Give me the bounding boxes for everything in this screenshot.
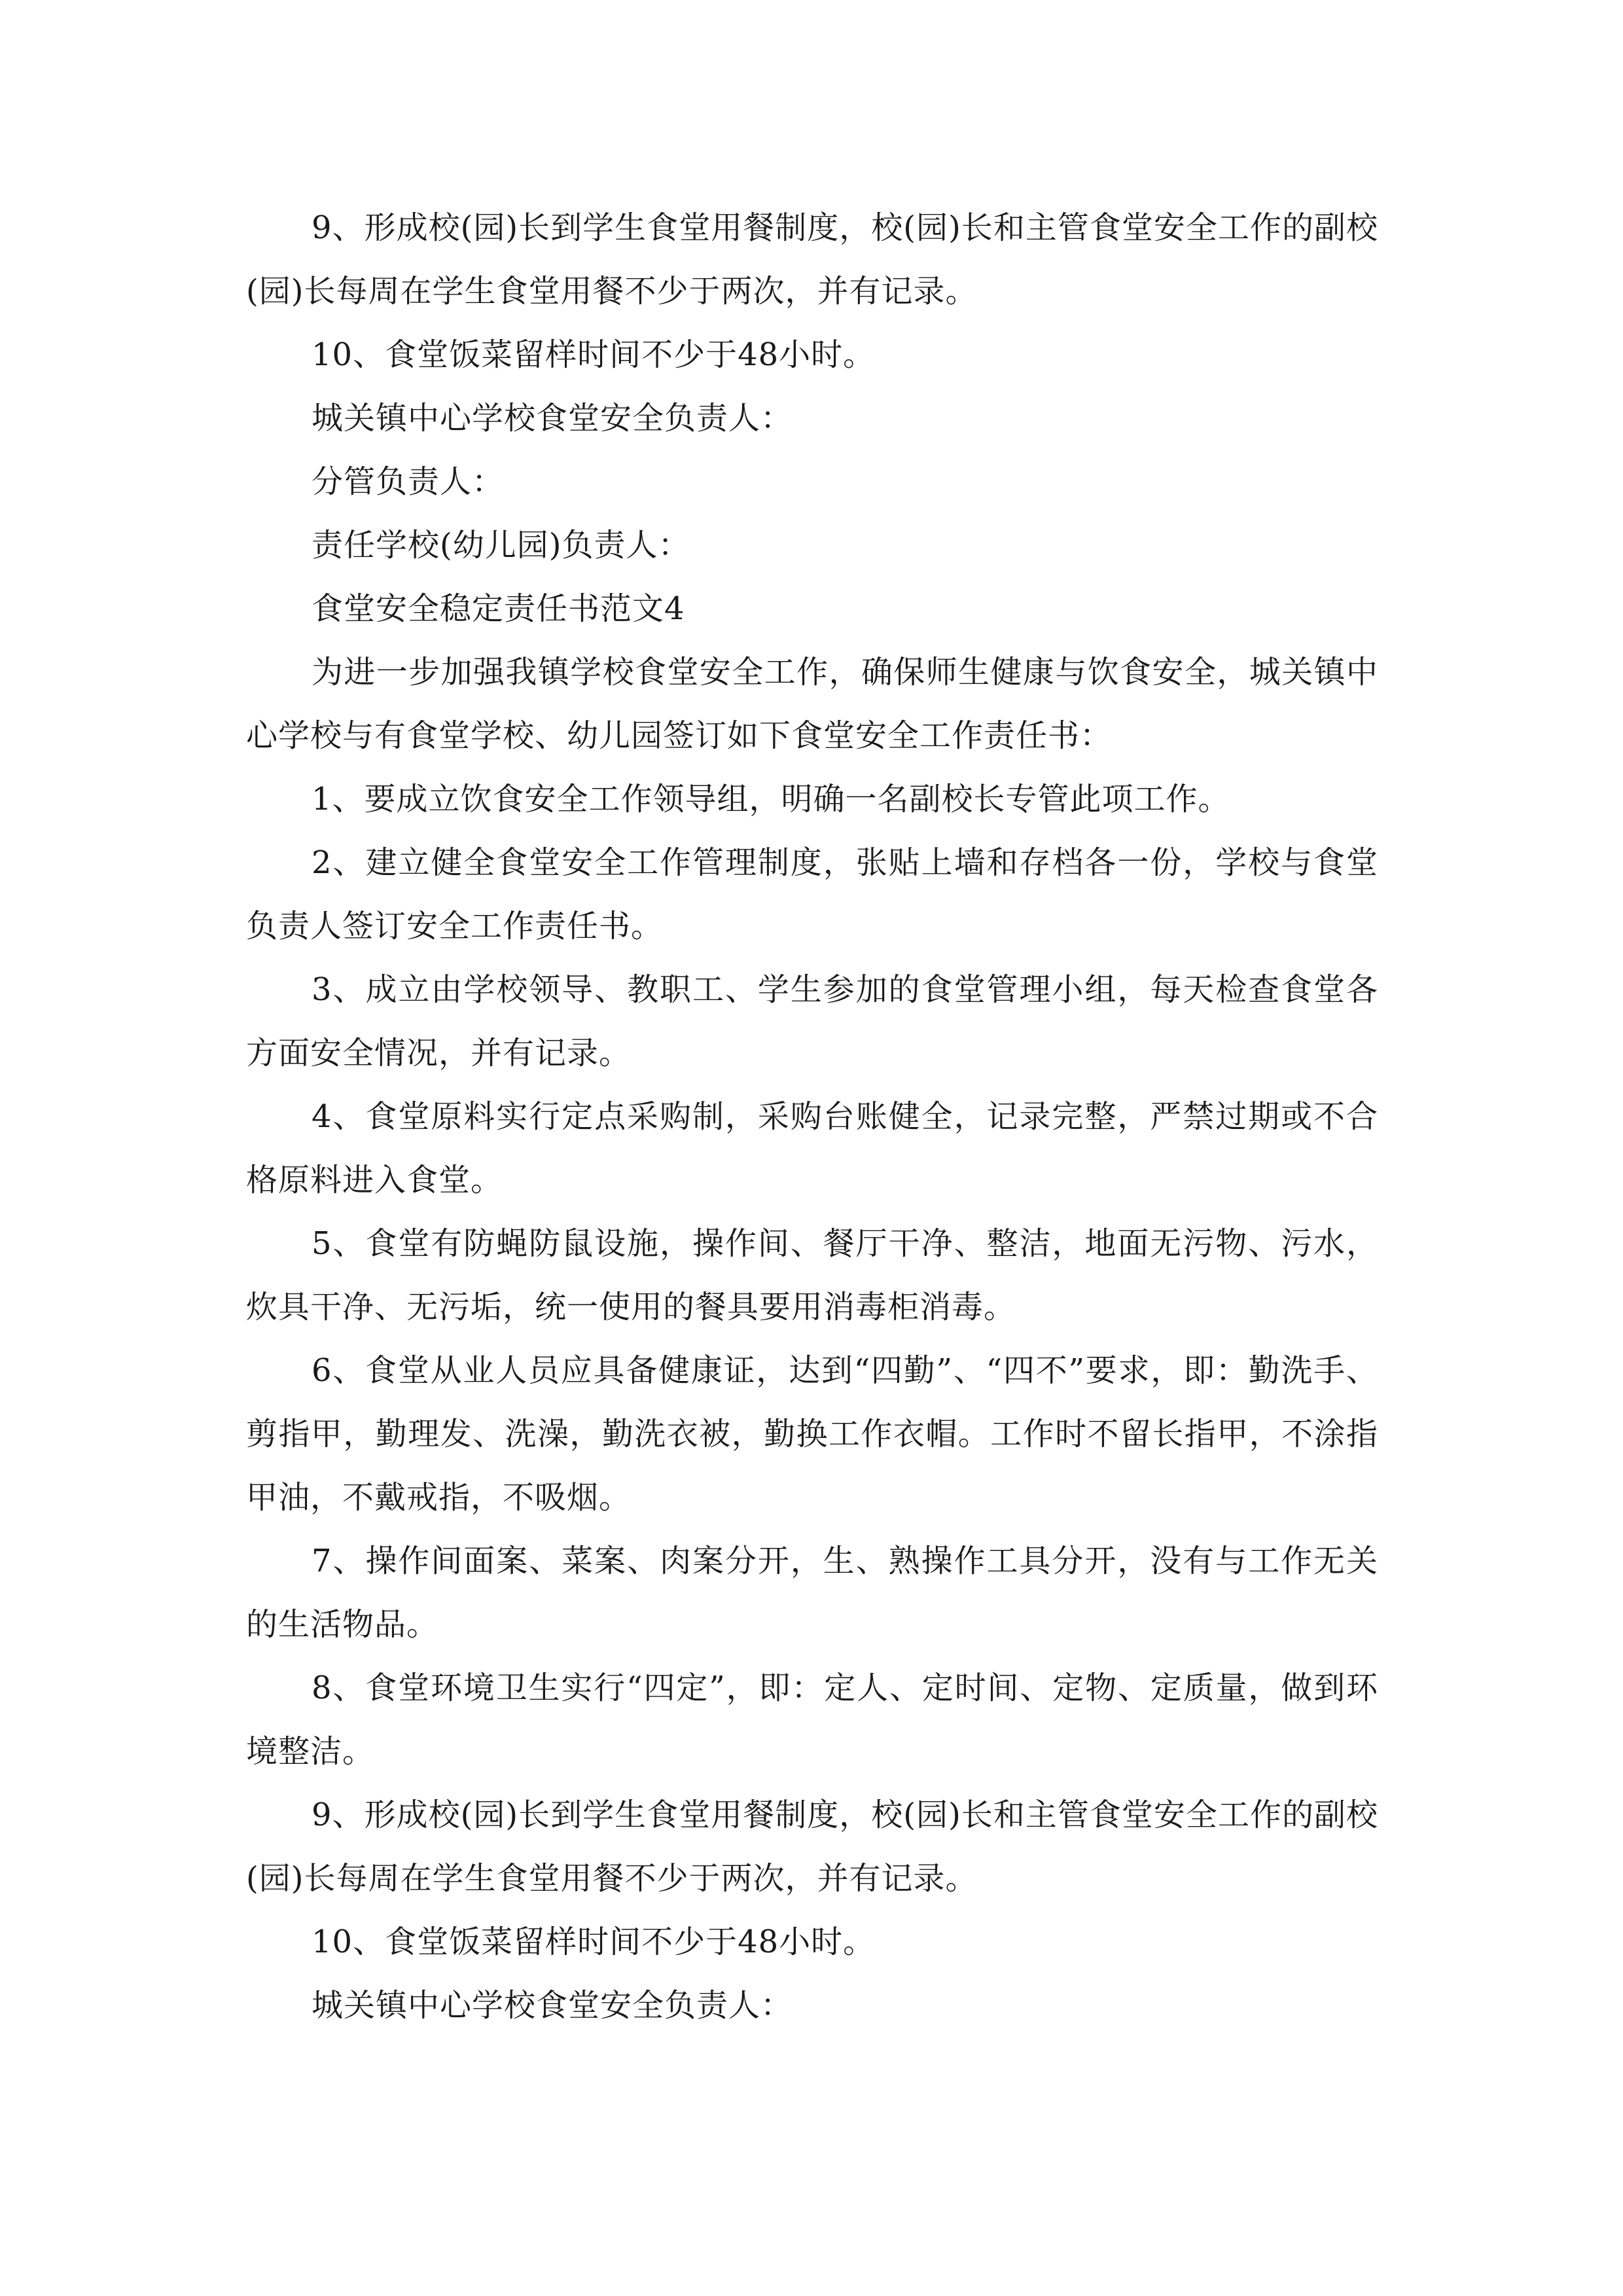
paragraph: 6、食堂从业人员应具备健康证，达到“四勤”、“四不”要求，即：勤洗手、剪指甲，勤理发、洗澡，勤洗衣被，勤换工作衣帽。工作时不留长指甲，不涂指甲油，不戴戒指，不吸烟。	[246, 1352, 1378, 1516]
paragraph: 1、要成立饮食安全工作领导组，明确一名副校长专管此项工作。	[312, 781, 1230, 817]
paragraph: 10、食堂饭菜留样时间不少于48小时。	[312, 336, 876, 373]
signature-line: 责任学校(幼儿园)负责人：	[312, 527, 690, 564]
paragraph: 8、食堂环境卫生实行“四定”，即：定人、定时间、定物、定质量，做到环境整洁。	[246, 1670, 1378, 1770]
signature-line: 分管负责人：	[312, 463, 505, 500]
paragraph: 2、建立健全食堂安全工作管理制度，张贴上墙和存档各一份，学校与食堂负责人签订安全工作责任书。	[246, 844, 1378, 944]
paragraph: 3、成立由学校领导、教职工、学生参加的食堂管理小组，每天检查食堂各方面安全情况，并有记录。	[246, 971, 1378, 1071]
signature-line: 城关镇中心学校食堂安全负责人：	[312, 400, 793, 437]
section-title: 食堂安全稳定责任书范文4	[312, 590, 685, 627]
signature-line: 城关镇中心学校食堂安全负责人：	[312, 1987, 793, 2024]
paragraph: 9、形成校(园)长到学生食堂用餐制度，校(园)长和主管食堂安全工作的副校(园)长每周在学生食堂用餐不少于两次，并有记录。	[246, 209, 1378, 310]
paragraph: 4、食堂原料实行定点采购制，采购台账健全，记录完整，严禁过期或不合格原料进入食堂。	[246, 1098, 1378, 1198]
paragraph: 10、食堂饭菜留样时间不少于48小时。	[312, 1924, 876, 1960]
document-body	[246, 196, 1378, 2037]
paragraph: 为进一步加强我镇学校食堂安全工作，确保师生健康与饮食安全，城关镇中心学校与有食堂学校、幼儿园签订如下食堂安全工作责任书：	[246, 654, 1378, 754]
paragraph: 5、食堂有防蝇防鼠设施，操作间、餐厅干净、整洁，地面无污物、污水，炊具干净、无污垢，统一使用的餐具要用消毒柜消毒。	[246, 1225, 1378, 1325]
paragraph: 9、形成校(园)长到学生食堂用餐制度，校(园)长和主管食堂安全工作的副校(园)长每周在学生食堂用餐不少于两次，并有记录。	[246, 1797, 1378, 1897]
paragraph: 7、操作间面案、菜案、肉案分开，生、熟操作工具分开，没有与工作无关的生活物品。	[246, 1543, 1378, 1643]
